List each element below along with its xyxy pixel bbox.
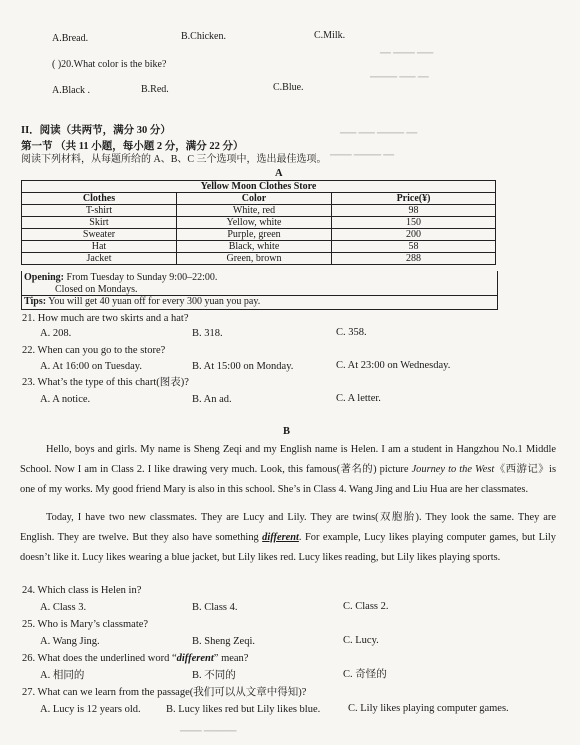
question-22: 22. When can you go to the store? — [22, 345, 166, 356]
table-cell: T-shirt — [22, 205, 177, 217]
table-header: Clothes — [22, 193, 177, 205]
table-cell: 98 — [332, 205, 496, 217]
question-24: 24. Which class is Helen in? — [22, 585, 142, 596]
book-title: Journey to the West — [411, 464, 495, 475]
q25-option-b: B. Sheng Zeqi. — [192, 636, 255, 647]
q20-option-c: C.Blue. — [273, 82, 304, 93]
tips-label: Tips: — [24, 296, 47, 307]
passage-b-label: B — [283, 426, 291, 437]
table-cell: Hat — [22, 241, 177, 253]
section-instruction: 阅读下列材料，从每题所给的 A、B、C 三个选项中，选出最佳选项。 — [21, 154, 327, 165]
table-row — [22, 229, 496, 241]
table-cell: Purple, green — [177, 229, 332, 241]
q24-option-a: A. Class 3. — [40, 602, 87, 613]
q27-option-b: B. Lucy likes red but Lily likes blue. — [166, 704, 321, 715]
q27-option-c: C. Lily likes playing computer games. — [348, 703, 509, 714]
question-27: 27. What can we learn from the passage(我们可以从文章中得知)? — [22, 687, 307, 698]
table-cell: 58 — [332, 241, 496, 253]
q20-option-b: B.Red. — [141, 84, 169, 95]
q26-option-c: C. 奇怪的 — [343, 669, 387, 680]
q23-option-b: B. An ad. — [192, 394, 232, 405]
q19-option-a: A.Bread. — [52, 33, 89, 44]
bleed-through-mark: ━━━━ ━━━━━━ — [180, 726, 237, 736]
table-cell: Sweater — [22, 229, 177, 241]
q21-option-a: A. 208. — [40, 328, 72, 339]
q19-option-c: C.Milk. — [314, 30, 346, 41]
q22-option-c: C. At 23:00 on Wednesday. — [336, 360, 451, 371]
table-header: Color — [177, 193, 332, 205]
passage-b-paragraph-1: Hello, boys and girls. My name is Sheng Zeqi and my English name is Helen. I am a student in Hangzhou No.1 Middle School. Now I am in Class 2. I like drawing very much. Look, this famous(著名的) picture Journey to the West《西游记》is one of my works. My good friend Mary is also in this school. She’s in Class 4. Wang Jing and Liu Hua are her classmates. — [20, 444, 556, 495]
q20-option-a: A.Black . — [52, 85, 91, 96]
question-21: 21. How much are two skirts and a hat? — [22, 313, 189, 324]
table-header: Price(¥) — [332, 193, 496, 205]
bleed-through-mark: ━━━ ━━━ ━━━━━ ━━ — [340, 128, 418, 138]
q26-option-b: B. 不同的 — [192, 670, 236, 681]
q27-option-a: A. Lucy is 12 years old. — [40, 704, 141, 715]
table-cell: 288 — [332, 253, 496, 265]
opening-label: Opening: — [24, 272, 65, 283]
q25-option-a: A. Wang Jing. — [40, 636, 100, 647]
table-row — [22, 217, 496, 229]
table-title: Yellow Moon Clothes Store — [22, 181, 496, 193]
passage-a-label: A — [275, 168, 283, 179]
q22-option-b: B. At 15:00 on Monday. — [192, 361, 294, 372]
table-row — [22, 253, 496, 265]
q20-prompt: ( )20.What color is the bike? — [52, 59, 167, 70]
table-cell: Jacket — [22, 253, 177, 265]
table-cell: 150 — [332, 217, 496, 229]
q25-option-c: C. Lucy. — [343, 635, 379, 646]
bleed-through-mark: ━━━━ ━━━━━ ━━ — [330, 150, 395, 160]
bleed-through-mark: ━━ ━━━━ ━━━ — [380, 48, 434, 58]
clothes-price-table — [21, 180, 496, 265]
table-cell: Yellow, white — [177, 217, 332, 229]
table-cell: Black, white — [177, 241, 332, 253]
store-notes-box — [21, 271, 498, 310]
question-26: 26. What does the underlined word “different” mean? — [22, 653, 249, 664]
passage-b-paragraph-2: Today, I have two new classmates. They are Lucy and Lily. They are twins(双胞胎). They look the same. They are English. They are twelve. But they also have something different. For example, Lucy likes playing computer games, but Lily doesn’t like it. Lucy likes wearing a blue jacket, but Lily likes red. Lucy likes reading, but Lily likes playing sports. — [20, 512, 556, 563]
underlined-word: different — [262, 532, 299, 543]
section-heading: II．阅读（共两节，满分 30 分） — [21, 125, 171, 136]
closed-days: Closed on Mondays. — [55, 283, 138, 295]
q24-option-c: C. Class 2. — [343, 601, 389, 612]
table-cell: Green, brown — [177, 253, 332, 265]
question-23: 23. What’s the type of this chart(图表)? — [22, 377, 189, 388]
question-26-word: different — [176, 653, 214, 664]
tips-text: You will get 40 yuan off for every 300 yuan you pay. — [46, 296, 261, 307]
opening-text: From Tuesday to Sunday 9:00–22:00. — [64, 272, 218, 283]
table-cell: 200 — [332, 229, 496, 241]
q19-option-b: B.Chicken. — [181, 31, 226, 42]
table-row — [22, 241, 496, 253]
table-cell: Skirt — [22, 217, 177, 229]
q24-option-b: B. Class 4. — [192, 602, 238, 613]
table-cell: White, red — [177, 205, 332, 217]
question-25: 25. Who is Mary’s classmate? — [22, 619, 149, 630]
section-subheading: 第一节 （共 11 小题，每小题 2 分，满分 22 分） — [21, 141, 244, 152]
table-row — [22, 205, 496, 217]
opening-hours — [24, 272, 495, 284]
q22-option-a: A. At 16:00 on Tuesday. — [40, 361, 143, 372]
q26-option-a: A. 相同的 — [40, 670, 85, 681]
q23-option-a: A. A notice. — [40, 394, 91, 405]
q23-option-c: C. A letter. — [336, 393, 381, 404]
q21-option-c: C. 358. — [336, 327, 367, 338]
q21-option-b: B. 318. — [192, 328, 223, 339]
tips — [22, 295, 497, 308]
bleed-through-mark: ━━━━━ ━━━ ━━ — [370, 72, 429, 82]
